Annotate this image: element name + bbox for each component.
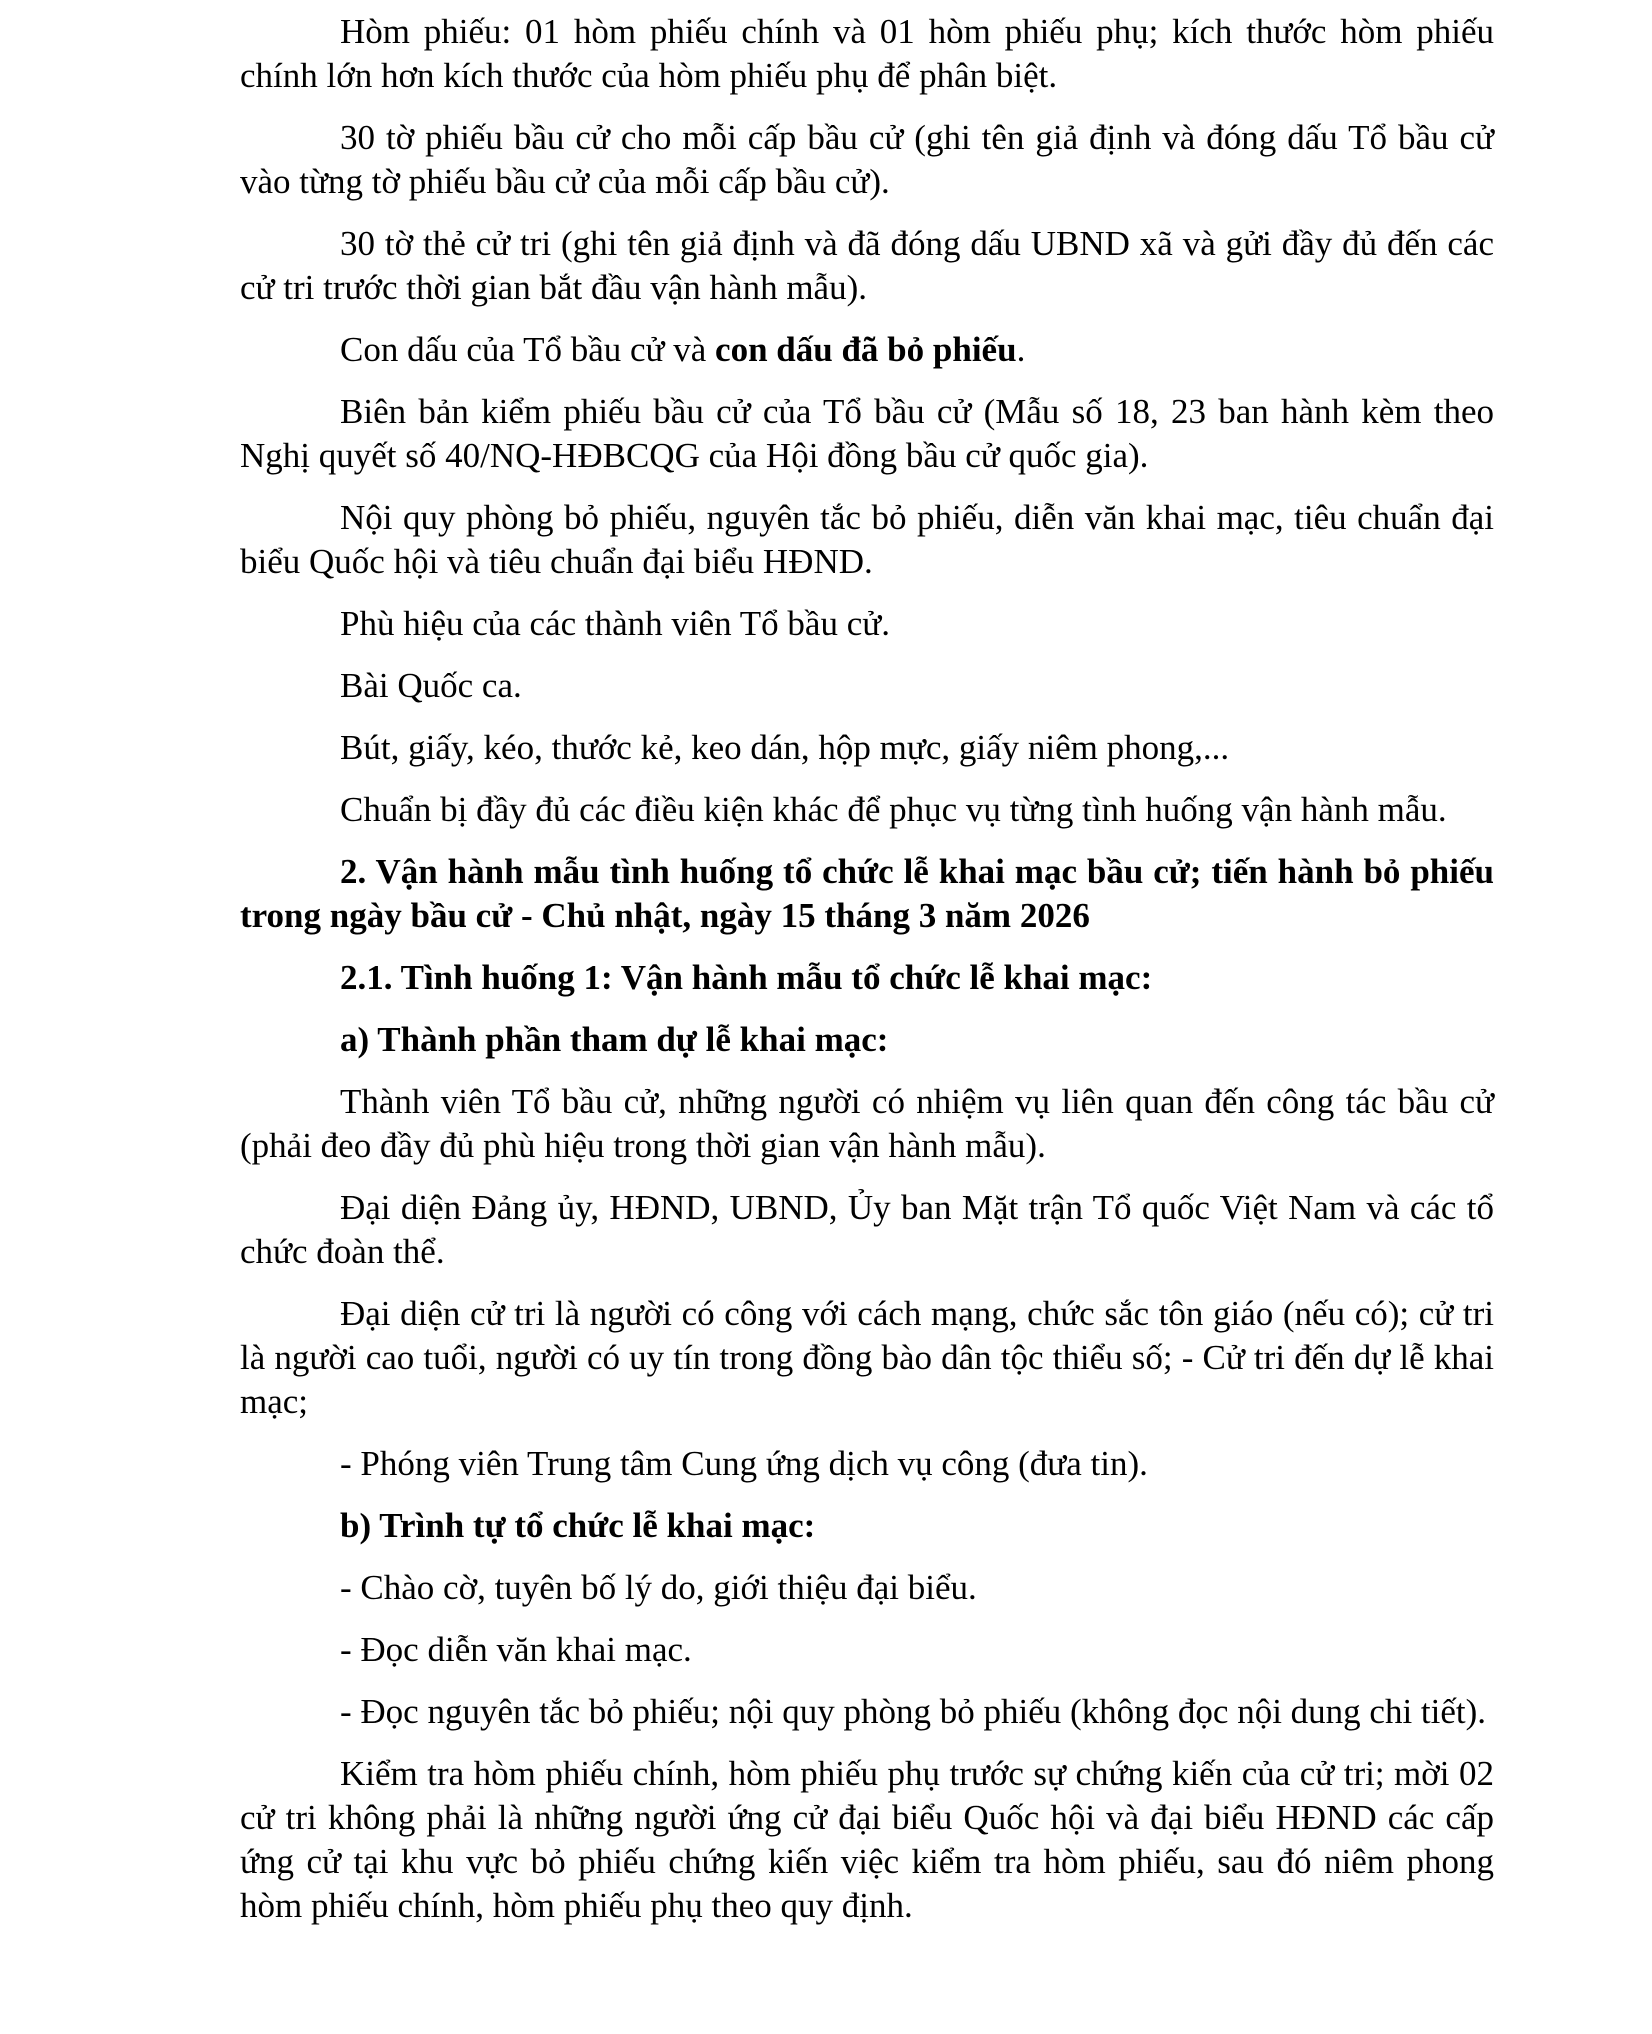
paragraph-ballot-boxes: Hòm phiếu: 01 hòm phiếu chính và 01 hòm phiếu phụ; kích thước hòm phiếu chính lớn hơn kích thước của hòm phiếu phụ để phân biệt. <box>240 12 1494 95</box>
paragraph-supplies: Bút, giấy, kéo, thước kẻ, keo dán, hộp mực, giấy niêm phong,... <box>340 728 1230 767</box>
paragraph-voter-representatives: Đại diện cử tri là người có công với cách mạng, chức sắc tôn giáo (nếu có); cử tri là người cao tuổi, người có uy tín trong đồng bào dân tộc thiểu số; - Cử tri đến dự lễ khai mạc; <box>240 1294 1494 1421</box>
paragraph-anthem: Bài Quốc ca. <box>340 666 522 705</box>
list-item-voting-rules: - Đọc nguyên tắc bỏ phiếu; nội quy phòng bỏ phiếu (không đọc nội dung chi tiết). <box>340 1692 1487 1731</box>
subheading-b: b) Trình tự tổ chức lễ khai mạc: <box>340 1506 816 1545</box>
section-heading-2: 2. Vận hành mẫu tình huống tổ chức lễ khai mạc bầu cử; tiến hành bỏ phiếu trong ngày bầu cử - Chủ nhật, ngày 15 tháng 3 năm 2026 <box>240 852 1494 935</box>
paragraph-rules: Nội quy phòng bỏ phiếu, nguyên tắc bỏ phiếu, diễn văn khai mạc, tiêu chuẩn đại biểu Quốc hội và tiêu chuẩn đại biểu HĐND. <box>240 498 1494 581</box>
paragraph-voter-cards: 30 tờ thẻ cử tri (ghi tên giả định và đã đóng dấu UBND xã và gửi đầy đủ đến các cử tri trước thời gian bắt đầu vận hành mẫu). <box>240 224 1494 307</box>
stamps-bold-text: con dấu đã bỏ phiếu <box>715 330 1017 369</box>
paragraph-ballots: 30 tờ phiếu bầu cử cho mỗi cấp bầu cử (ghi tên giả định và đóng dấu Tổ bầu cử vào từng tờ phiếu bầu cử của mỗi cấp bầu cử). <box>240 118 1494 201</box>
section-heading-2-1: 2.1. Tình huống 1: Vận hành mẫu tổ chức lễ khai mạc: <box>340 958 1153 997</box>
list-item-reporter: - Phóng viên Trung tâm Cung ứng dịch vụ công (đưa tin). <box>340 1444 1148 1483</box>
paragraph-inspect-boxes: Kiểm tra hòm phiếu chính, hòm phiếu phụ trước sự chứng kiến của cử tri; mời 02 cử tri không phải là những người ứng cử đại biểu Quốc hội và đại biểu HĐND các cấp ứng cử tại khu vực bỏ phiếu chứng kiến việc kiểm tra hòm phiếu, sau đó niêm phong hòm phiếu chính, hòm phiếu phụ theo quy định. <box>240 1754 1494 1925</box>
paragraph-members: Thành viên Tổ bầu cử, những người có nhiệm vụ liên quan đến công tác bầu cử (phải đeo đầy đủ phù hiệu trong thời gian vận hành mẫu). <box>240 1082 1494 1165</box>
document-page <box>240 10 1494 1946</box>
paragraph-stamps <box>240 328 1494 372</box>
paragraph-badges: Phù hiệu của các thành viên Tổ bầu cử. <box>340 604 890 643</box>
stamps-text: Con dấu của Tổ bầu cử và <box>340 330 716 369</box>
paragraph-representatives: Đại diện Đảng ủy, HĐND, UBND, Ủy ban Mặt trận Tổ quốc Việt Nam và các tổ chức đoàn thể. <box>240 1188 1494 1271</box>
list-item-flag-salute: - Chào cờ, tuyên bố lý do, giới thiệu đại biểu. <box>340 1568 977 1607</box>
paragraph-prepare: Chuẩn bị đầy đủ các điều kiện khác để phục vụ từng tình huống vận hành mẫu. <box>340 790 1447 829</box>
paragraph-minutes: Biên bản kiểm phiếu bầu cử của Tổ bầu cử (Mẫu số 18, 23 ban hành kèm theo Nghị quyết số 40/NQ-HĐBCQG của Hội đồng bầu cử quốc gia). <box>240 392 1494 475</box>
list-item-opening-speech: - Đọc diễn văn khai mạc. <box>340 1630 692 1669</box>
subheading-a: a) Thành phần tham dự lễ khai mạc: <box>340 1020 889 1059</box>
stamps-period: . <box>1016 330 1026 369</box>
